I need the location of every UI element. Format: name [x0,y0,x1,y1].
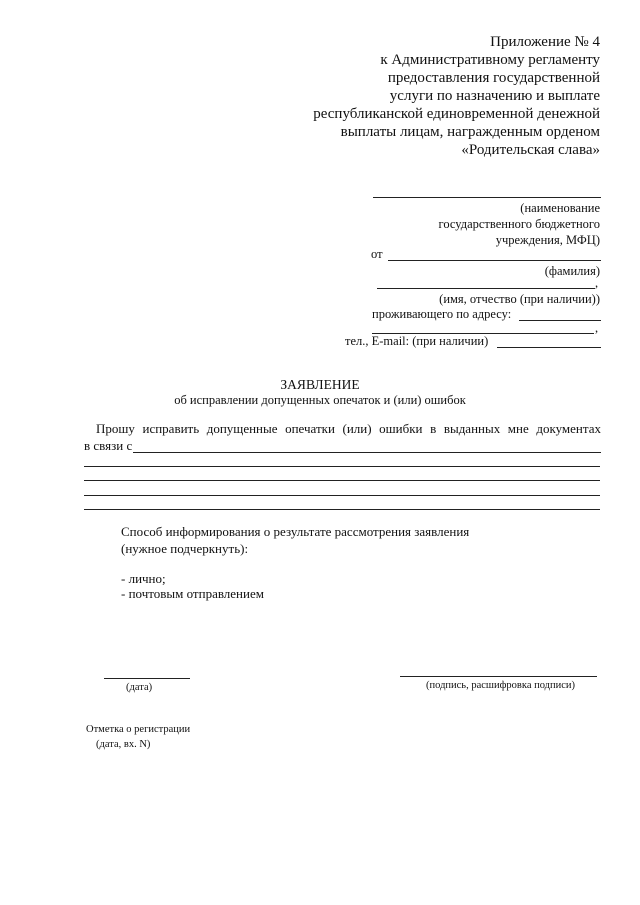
address-field[interactable] [519,320,601,321]
registration-label: Отметка о регистрации [86,724,191,735]
info-method-hint: (нужное подчеркнуть): [121,541,249,556]
recipient-name-label: учреждения, МФЦ) [495,233,600,247]
surname-field[interactable] [388,260,601,261]
registration-hint: (дата, вх. N) [96,739,151,750]
option-in-person[interactable]: - лично; [121,571,166,586]
name-field[interactable] [377,288,595,289]
reason-field[interactable] [84,495,600,496]
reason-field[interactable] [84,480,600,481]
comma-separator: , [595,276,599,290]
date-label: (дата) [126,682,153,693]
contact-label: тел., E-mail: (при наличии) [345,334,489,348]
option-by-mail[interactable]: - почтовым отправлением [121,586,264,601]
date-field[interactable] [104,678,190,679]
signature-label: (подпись, расшифровка подписи) [426,680,576,691]
reason-field[interactable] [84,509,600,510]
surname-label: (фамилия) [544,264,600,278]
name-label: (имя, отчество (при наличии)) [439,292,600,306]
appendix-line: «Родительская слава» [461,142,600,158]
reason-field[interactable] [133,452,601,453]
signature-field[interactable] [400,676,597,677]
comma-separator: , [595,321,599,335]
appendix-line: предоставления государственной [387,70,600,86]
request-text: Прошу исправить допущенные опечатки (или) ошибки в выданных мне документах [96,421,601,436]
contact-field[interactable] [497,347,601,348]
from-label: от [371,247,383,261]
recipient-name-label: (наименование [520,201,600,215]
appendix-line: к Административному регламенту [380,52,600,68]
recipient-name-field[interactable] [373,197,601,198]
appendix-line: выплаты лицам, награжденным орденом [340,124,600,140]
request-reason-prefix: в связи с [84,438,133,453]
reason-field[interactable] [84,466,600,467]
appendix-number: Приложение № 4 [490,34,600,50]
document-title: ЗАЯВЛЕНИЕ [280,377,360,392]
info-method-label: Способ информирования о результате рассмотрения заявления [121,524,470,539]
document-subtitle: об исправлении допущенных опечаток и (или) ошибок [174,393,466,407]
address-label: проживающего по адресу: [372,307,512,321]
appendix-line: республиканской единовременной денежной [313,106,600,122]
recipient-name-label: государственного бюджетного [438,217,600,231]
appendix-line: услуги по назначению и выплате [389,88,600,104]
